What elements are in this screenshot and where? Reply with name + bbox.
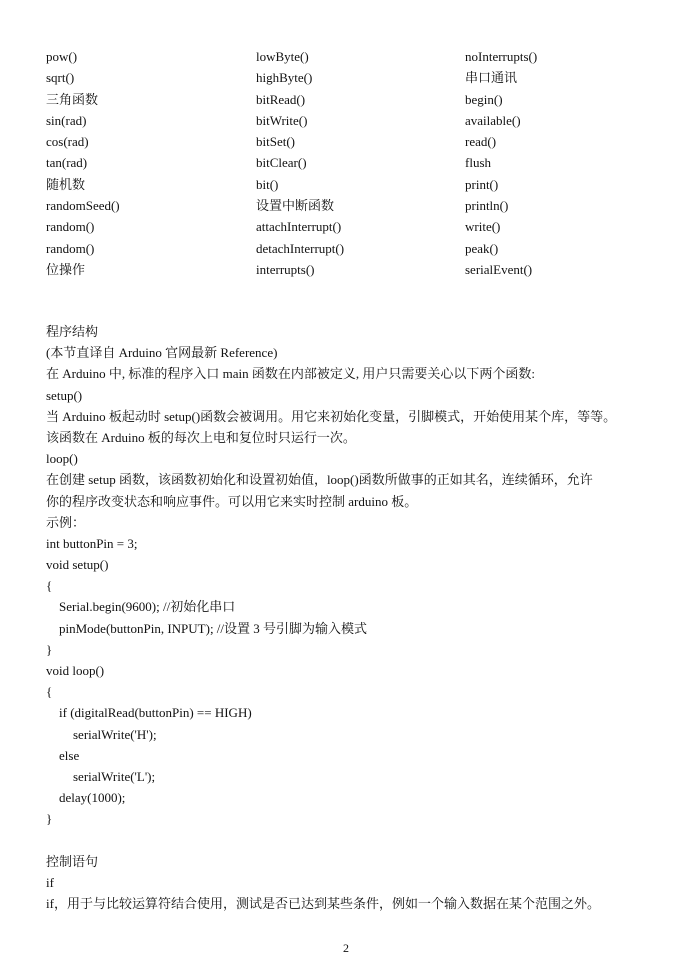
code-line: pinMode(buttonPin, INPUT); //设置 3 号引脚为输入模式 <box>59 620 368 636</box>
function-item: bitSet() <box>256 134 295 150</box>
function-item: noInterrupts() <box>465 49 538 64</box>
paragraph: 该函数在 Arduino 板的每次上电和复位时只运行一次。 <box>46 429 356 445</box>
category-heading: 随机数 <box>46 176 86 192</box>
function-item: read() <box>465 134 497 150</box>
code-line: if (digitalRead(buttonPin) == HIGH) <box>59 705 252 721</box>
if-title: if <box>46 874 54 890</box>
function-item: bitClear() <box>256 155 307 171</box>
example-label: 示例： <box>46 514 86 530</box>
function-item: tan(rad) <box>46 155 88 171</box>
code-line: } <box>46 811 53 827</box>
function-item: pow() <box>46 49 78 64</box>
code-line: else <box>59 747 80 763</box>
function-item: flush <box>465 155 491 171</box>
function-item: random() <box>46 219 95 235</box>
function-item: interrupts() <box>256 261 315 277</box>
function-item: bit() <box>256 176 279 192</box>
loop-title: loop() <box>46 451 78 467</box>
function-item: peak() <box>465 240 499 256</box>
code-line: int buttonPin = 3; <box>46 535 138 551</box>
function-item: attachInterrupt() <box>256 219 342 235</box>
category-heading: 三角函数 <box>46 91 99 107</box>
section-heading-program-structure: 程序结构 <box>46 324 99 339</box>
function-item: detachInterrupt() <box>256 240 345 256</box>
code-line: serialWrite('H'); <box>73 726 157 742</box>
category-heading: 串口通讯 <box>465 70 518 86</box>
category-heading: 设置中断函数 <box>256 198 335 214</box>
function-list-column-2 <box>256 46 456 280</box>
paragraph: 当 Arduino 板起动时 setup()函数会被调用。用它来初始化变量，引脚模式，开始使用某个库，等等。 <box>46 408 617 424</box>
code-line: { <box>46 684 53 700</box>
code-line: void loop() <box>46 663 105 678</box>
function-item: sqrt() <box>46 70 75 86</box>
function-item: begin() <box>465 91 503 107</box>
paragraph: 在 Arduino 中, 标准的程序入口 main 函数在内部被定义, 用户只需要关心以下两个函数: <box>46 366 535 382</box>
function-list-column-1 <box>46 46 246 280</box>
function-item: lowByte() <box>256 49 309 64</box>
code-line: { <box>46 578 53 594</box>
body-text <box>46 321 666 914</box>
page-number: 2 <box>343 941 349 955</box>
function-item: bitRead() <box>256 91 306 107</box>
category-heading: 位操作 <box>46 261 86 277</box>
function-list-column-3 <box>465 46 665 280</box>
function-item: random() <box>46 240 95 256</box>
paragraph: 你的程序改变状态和响应事件。可以用它来实时控制 arduino 板。 <box>46 493 418 509</box>
function-item: bitWrite() <box>256 112 308 128</box>
setup-title: setup() <box>46 387 83 403</box>
function-item: cos(rad) <box>46 134 89 150</box>
function-item: println() <box>465 198 509 214</box>
function-item: write() <box>465 219 501 235</box>
code-line: serialWrite('L'); <box>73 768 156 784</box>
function-item: print() <box>465 176 499 192</box>
function-item: highByte() <box>256 70 313 86</box>
code-line: delay(1000); <box>59 790 126 806</box>
code-line: Serial.begin(9600); //初始化串口 <box>59 599 236 615</box>
function-item: sin(rad) <box>46 112 87 128</box>
code-line: void setup() <box>46 557 109 573</box>
paragraph: 在创建 setup 函数，该函数初始化和设置初始值，loop()函数所做事的正如其名，连续循环，允许 <box>46 472 593 488</box>
paragraph: if，用于与比较运算符结合使用，测试是否已达到某些条件，例如一个输入数据在某个范围之外。 <box>46 895 600 911</box>
function-item: randomSeed() <box>46 198 120 214</box>
function-item: serialEvent() <box>465 261 533 277</box>
section-heading-control-statements: 控制语句 <box>46 853 99 869</box>
code-line: } <box>46 641 53 657</box>
function-item: available() <box>465 112 521 128</box>
section-note: (本节直译自 Arduino 官网最新 Reference) <box>46 345 278 361</box>
